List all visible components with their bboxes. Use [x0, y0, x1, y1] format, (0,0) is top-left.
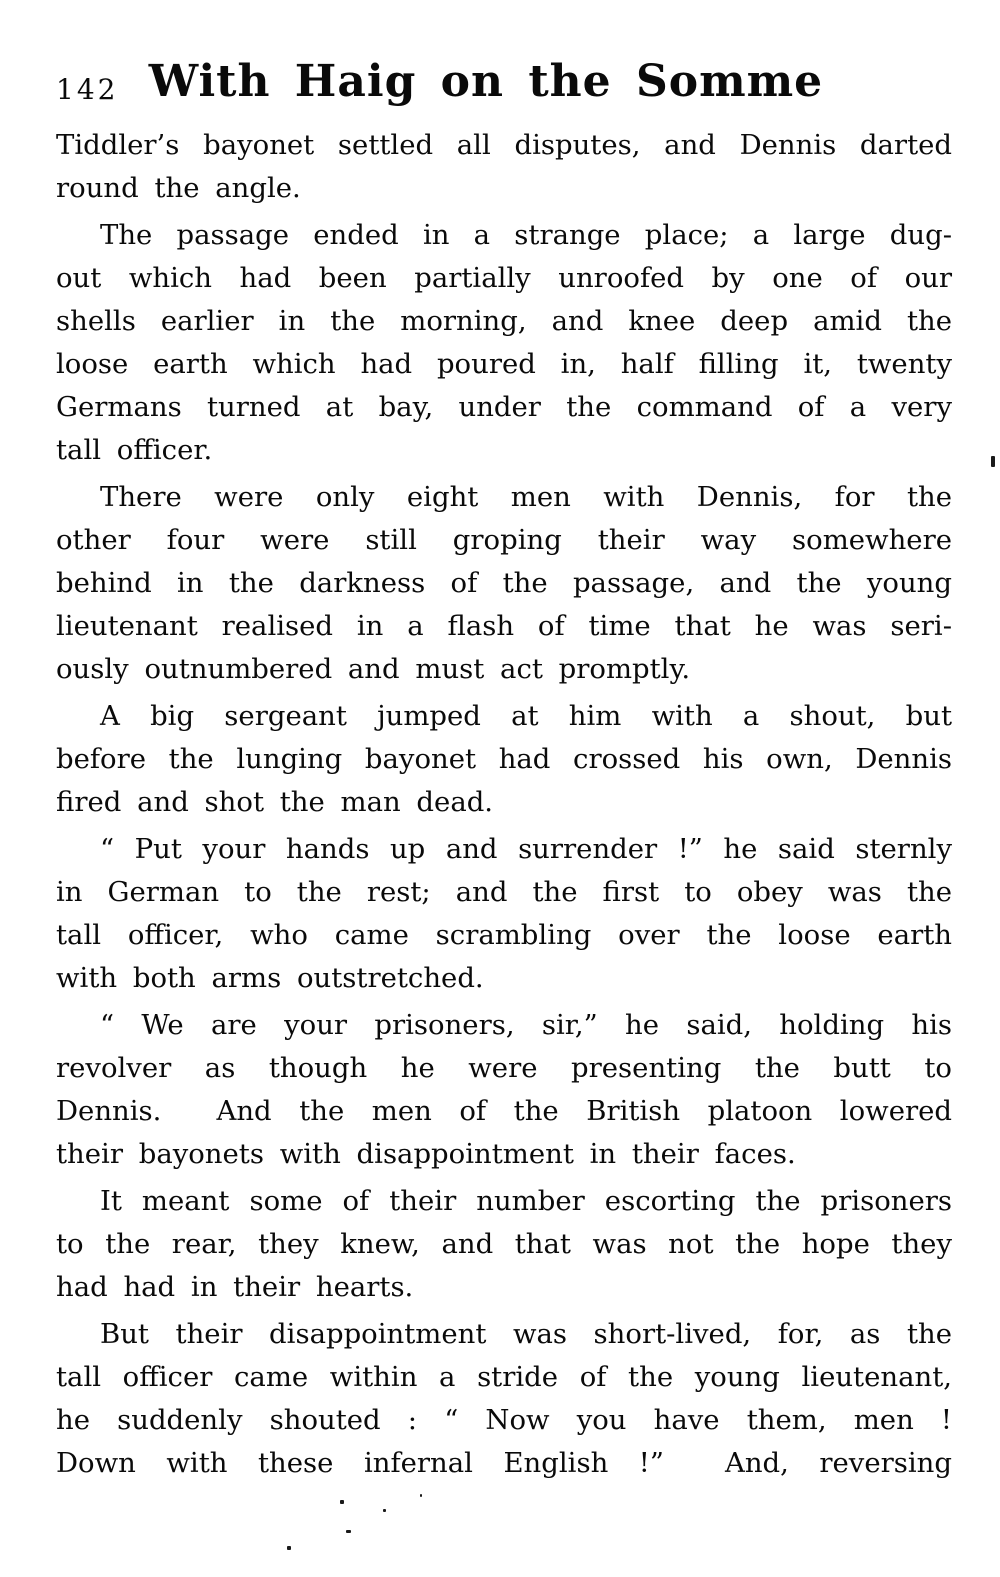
text-line: tall officer. [56, 434, 213, 466]
text-line: Dennis. And the men of the British platoon lowered [56, 1095, 952, 1127]
scan-speck [287, 1546, 291, 1550]
paragraph [56, 124, 952, 210]
text-line: “ We are your prisoners, sir,” he said, holding his [100, 1009, 952, 1041]
text-line: loose earth which had poured in, half filling it, twenty [56, 348, 952, 380]
text-line: It meant some of their number escorting the prisoners [100, 1185, 952, 1217]
text-line: in German to the rest; and the first to obey was the [56, 876, 952, 908]
text-line: There were only eight men with Dennis, for the [100, 481, 952, 513]
scan-speck [383, 1509, 386, 1512]
text-line: “ Put your hands up and surrender !” he said sternly [100, 833, 952, 865]
text-line: revolver as though he were presenting the butt to [56, 1052, 952, 1084]
page-number: 142 [56, 73, 119, 106]
text-line: to the rear, they knew, and that was not the hope they [56, 1228, 952, 1260]
paragraph [56, 695, 952, 824]
paragraph [56, 1004, 952, 1176]
text-line: shells earlier in the morning, and knee deep amid the [56, 305, 952, 337]
text-line: Germans turned at bay, under the command of a very [56, 391, 952, 423]
paragraph [56, 214, 952, 472]
text-line: their bayonets with disappointment in their faces. [56, 1138, 796, 1170]
text-line: ously outnumbered and must act promptly. [56, 653, 691, 685]
scan-speck [420, 1494, 422, 1497]
text-line: A big sergeant jumped at him with a shout, but [100, 700, 952, 732]
scan-speck [991, 456, 995, 467]
page-text [56, 124, 952, 1485]
text-line: tall officer, who came scrambling over the loose earth [56, 919, 952, 951]
paragraph [56, 1180, 952, 1309]
text-line: The passage ended in a strange place; a large dug- [100, 219, 952, 251]
scan-speck [346, 1530, 351, 1533]
text-line: out which had been partially unroofed by one of our [56, 262, 952, 294]
page-header [56, 56, 952, 108]
paragraph [56, 1313, 952, 1485]
text-line: fired and shot the man dead. [56, 786, 494, 818]
text-line: behind in the darkness of the passage, and the young [56, 567, 952, 599]
text-line: with both arms outstretched. [56, 962, 484, 994]
text-line: before the lunging bayonet had crossed his own, Dennis [56, 743, 952, 775]
running-title: With Haig on the Somme [148, 56, 824, 107]
text-line: Tiddler’s bayonet settled all disputes, and Dennis darted [56, 129, 952, 161]
text-line: Down with these infernal English !” And, reversing [56, 1447, 952, 1479]
text-line: he suddenly shouted : “ Now you have them, men ! [56, 1404, 952, 1436]
paragraph [56, 828, 952, 1000]
text-line: had had in their hearts. [56, 1271, 414, 1303]
text-line: other four were still groping their way somewhere [56, 524, 952, 556]
text-line: lieutenant realised in a flash of time that he was seri- [56, 610, 952, 642]
paragraph [56, 476, 952, 691]
text-line: tall officer came within a stride of the young lieutenant, [56, 1361, 952, 1393]
text-line: But their disappointment was short-lived, for, as the [100, 1318, 952, 1350]
text-line: round the angle. [56, 172, 301, 204]
scan-speck [340, 1500, 344, 1504]
